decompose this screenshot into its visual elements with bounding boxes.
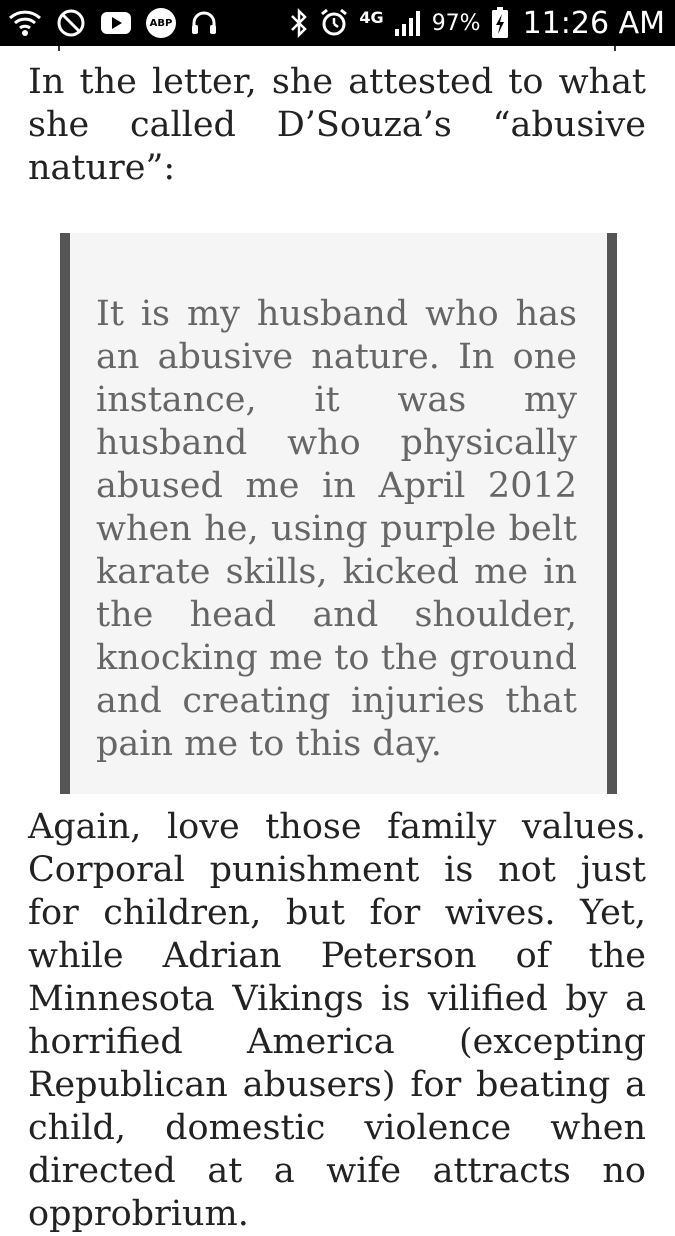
body-paragraph: Again, love those family values. Corporal punishment is not just for children, but for wives. Yet, while Adrian Peterson of the Minnesota Vikings is vilified by a horrified America (excepting Republican abusers) for beating a child, domestic violence when directed at a wife attracts no opprobrium. xyxy=(28,807,646,1234)
wifi-icon xyxy=(8,8,42,38)
signal-icon xyxy=(394,9,422,37)
blockquote xyxy=(60,233,617,794)
battery-percent: 97% xyxy=(431,10,481,36)
status-bar xyxy=(0,0,675,46)
bluetooth-icon xyxy=(289,8,309,38)
battery-charging-icon xyxy=(491,7,509,39)
youtube-icon xyxy=(100,10,132,36)
network-label: 4G xyxy=(359,7,384,27)
block-icon xyxy=(56,8,86,38)
previous-content-fragment xyxy=(28,46,646,52)
alarm-icon xyxy=(319,8,349,38)
network-4g-icon xyxy=(359,7,384,33)
notification-icons xyxy=(8,6,218,40)
clock: 11:26 AM xyxy=(522,5,665,41)
headphones-icon xyxy=(190,9,218,37)
intro-paragraph: In the letter, she attested to what she called D’Souza’s “abusive nature”: xyxy=(28,62,646,188)
system-icons xyxy=(289,4,665,42)
abp-icon: ABP xyxy=(146,8,176,38)
blockquote-text: It is my husband who has an abusive nature. In one instance, it was my husband who physically abused me in April 2012 when he, using purple belt karate skills, kicked me in the head and shoulder, knocking me to the ground and creating injuries that pain me to this day. xyxy=(96,294,577,764)
article-content xyxy=(28,46,646,1236)
